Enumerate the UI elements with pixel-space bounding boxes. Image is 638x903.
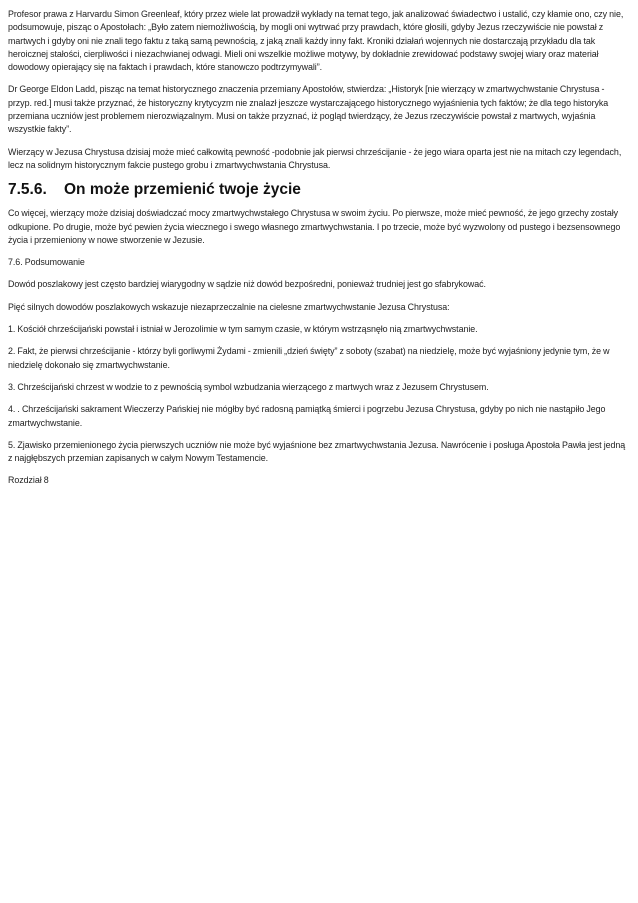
paragraph-believer-certainty: Wierzący w Jezusa Chrystusa dzisiaj może mieć całkowitą pewność -podobnie jak pierwsi chrześcijanie - że jego wiara oparta jest nie na mitach czy legendach, lecz na solidnym historycznym fakcie pustego grobu i zmartwychwstania Chrystusa. bbox=[8, 146, 622, 170]
paragraph-circumstantial-evidence: Dowód poszlakowy jest często bardziej wiarygodny w sądzie niż dowód bezpośredni, ponieważ trudniej jest go sfabrykować. bbox=[8, 279, 486, 290]
list-item-5: 5. Zjawisko przemienionego życia pierwszych uczniów nie może być wyjaśnione bez zmartwychwstania Jezusa. Nawrócenie i posługa Apostoła Pawła jest jedną z najgłębszych przemian zapisanych w całym Nowym Testamencie. bbox=[8, 439, 626, 464]
section-heading bbox=[8, 181, 626, 199]
section-number: 7.5.6. bbox=[8, 181, 47, 199]
paragraph-five-proofs: Pięć silnych dowodów poszlakowych wskazuje niezaprzeczalnie na cielesne zmartwychwstanie Jezusa Chrystusa: bbox=[8, 301, 450, 312]
paragraph-greenleaf: Profesor prawa z Harvardu Simon Greenleaf, który przez wiele lat prowadził wykłady na temat tego, jak analizować świadectwo i ustalić, czy kłamie ono, czy nie, podsumowuje, pisząc o Apostołach: „Było zatem niemożliwością, by mogli oni wytrwać przy prawdach, które głosili, gdyby Jezus rzeczywiście nie powstał z martwych i gdyby oni nie znali tego faktu z taką samą pewnością, z jaką znali każdy inny fakt. Kroniki działań wojennych nie dostarczają przykładu dla tak heroicznej stałości, cierpliwości i niezachwianej odwagi. Mieli oni wszelkie możliwe motywy, by dokładnie zrewidować podstawy swojej wiary oraz materiał dowodowy opierający się na faktach i prawdach, które stanowczo podtrzymywali”. bbox=[8, 9, 624, 73]
paragraph-power-of-christ: Co więcej, wierzący może dzisiaj doświadczać mocy zmartwychwstałego Chrystusa w swoim życiu. Po pierwsze, może mieć pewność, że jego grzechy zostały odkupione. Po drugie, może być pewien życia wiecznego i swego własnego zmartwychwstania. I po trzecie, może być wyzwolony od pustego i bezsensownego życia i przemieniony w nowe stworzenie w Jezusie. bbox=[8, 208, 621, 245]
section-title: On może przemienić twoje życie bbox=[64, 181, 301, 199]
list-item-1: 1. Kościół chrześcijański powstał i istniał w Jerozolimie w tym samym czasie, w którym wstrząsnęło nią zmartwychwstanie. bbox=[8, 324, 478, 335]
document-page bbox=[8, 8, 626, 497]
list-item-2: 2. Fakt, że pierwsi chrześcijanie - którzy byli gorliwymi Żydami - zmienili „dzień święty” z soboty (szabat) na niedzielę, może być wyjaśniony jedynie tym, że w niedzielę dokonało się zmartwychwstanie. bbox=[8, 346, 610, 370]
subsection-title-summary: 7.6. Podsumowanie bbox=[8, 257, 85, 268]
list-item-4: 4. . Chrześcijański sakrament Wieczerzy Pańskiej nie mógłby być radosną pamiątką śmierci i pogrzebu Jezusa Chrystusa, gdyby po nich nie nastąpiło Jego zmartwychwstanie. bbox=[8, 404, 606, 428]
chapter-label: Rozdział 8 bbox=[8, 475, 49, 486]
list-item-3: 3. Chrześcijański chrzest w wodzie to z pewnością symbol wzbudzania wierzącego z martwych wraz z Jezusem Chrystusem. bbox=[8, 381, 489, 392]
paragraph-ladd: Dr George Eldon Ladd, pisząc na temat historycznego znaczenia przemiany Apostołów, stwierdza: „Historyk [nie wierzący w zmartwychwstanie Chrystusa - przyp. red.] musi także przyznać, że historyczny krytycyzm nie znalazł jeszcze wystarczającego historycznego wyjaśnienia tych faktów; że dla tego historyka przemiana uczniów jest problemem nierozwiązalnym. Musi on także przyznać, iż pogląd twierdzący, że Jezus rzeczywiście powstał z martwych, wyjaśnia wszystkie fakty”. bbox=[8, 84, 609, 135]
